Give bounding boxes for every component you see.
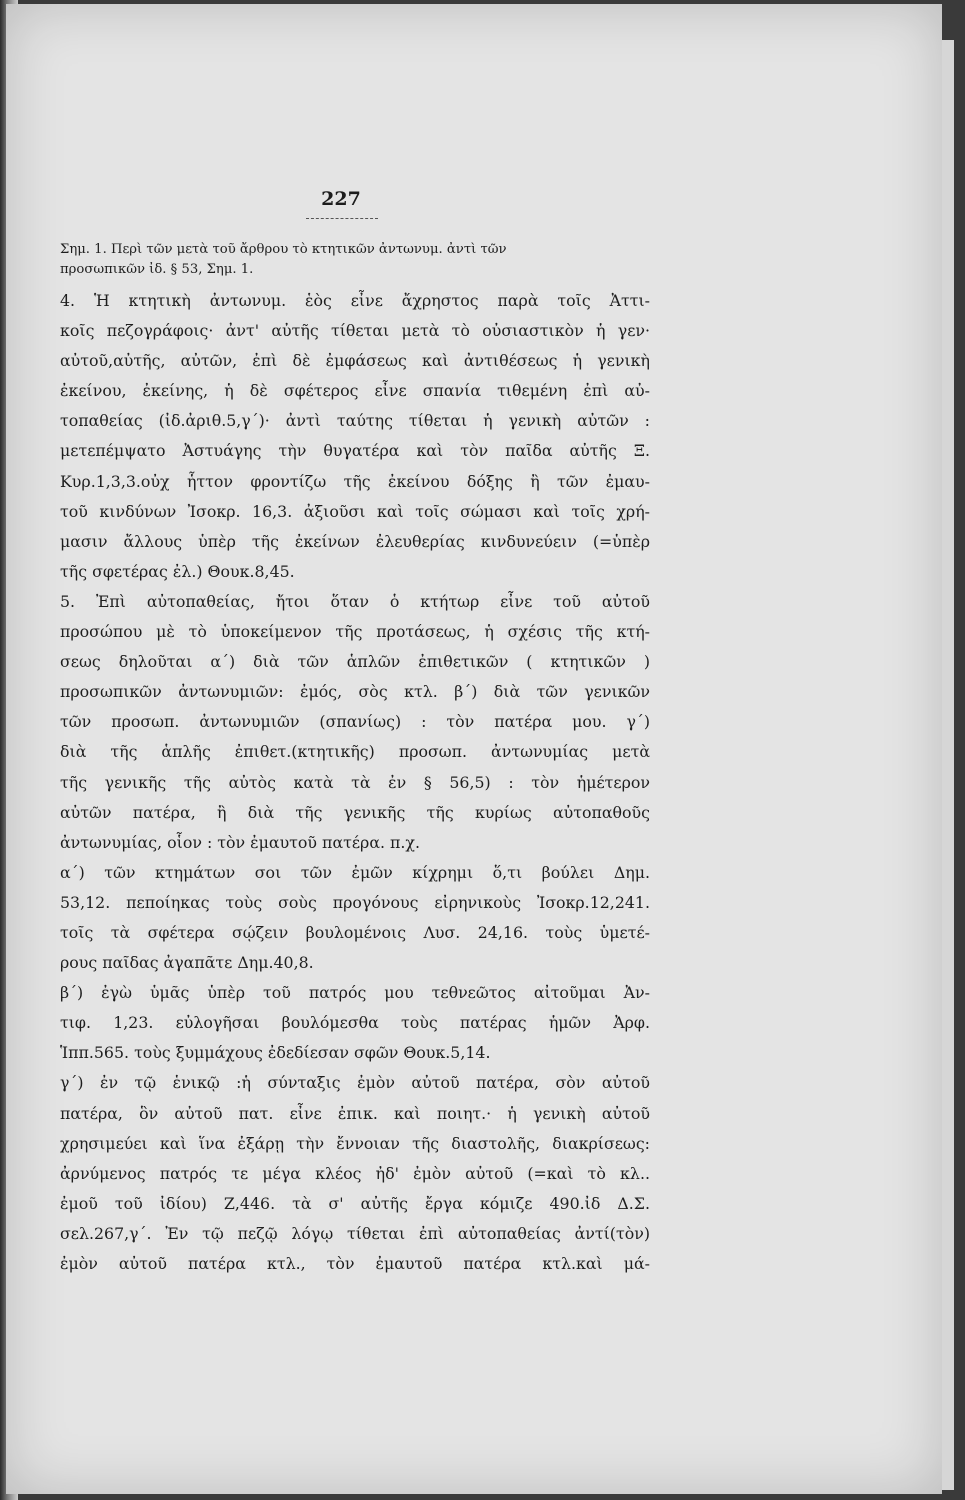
text-line: αὐτῶν πατέρα, ἢ διὰ τῆς γενικῆς τῆς κυρίως αὐτοπαθοῦς — [60, 802, 650, 822]
text-line: ρους παῖδας ἀγαπᾶτε Δημ.40,8. — [60, 953, 314, 973]
text-line: τοπαθείας (ἰδ.ἀριθ.5,γ΄)· ἀντὶ ταύτης τίθεται ἡ γενικὴ αὐτῶν : — [60, 411, 650, 431]
text-line: μασιν ἄλλους ὑπὲρ τῆς ἐκείνων ἐλευθερίας κινδυνεύειν (=ὑπὲρ — [60, 531, 650, 551]
text-line: Κυρ.1,3,3.οὐχ ἧττον φροντίζω τῆς ἐκείνου δόξης ἢ τῶν ἐμαυ- — [60, 471, 650, 491]
text-line: ἐμὸν αὐτοῦ πατέρα κτλ., τὸν ἐμαυτοῦ πατέρα κτλ.καὶ μά- — [60, 1254, 650, 1273]
text-line: ἀρνύμενος πατρός τε μέγα κλέος ἠδ' ἐμὸν αὐτοῦ (=καὶ τὸ κλ.. — [60, 1163, 650, 1183]
text-line: κοῖς πεζογράφοις· ἀντ' αὐτῆς τίθεται μετὰ τὸ οὐσιαστικὸν ἡ γεν· — [60, 321, 650, 341]
text-line: 53,12. πεποίηκας τοὺς σοὺς προγόνους εἰρηνικοὺς Ἰσοκρ.12,241. — [60, 892, 650, 912]
text-block — [60, 240, 650, 1279]
text-line: τῆς σφετέρας ἐλ.) Θουκ.8,45. — [60, 561, 295, 581]
note-line: Σημ. 1. Περὶ τῶν μετὰ τοῦ ἄρθρου τὸ κτητικῶν ἀντωνυμ. ἀντὶ τῶν — [60, 242, 507, 257]
text-line: ἐμοῦ τοῦ ἰδίου) Ζ,446. τὰ σ' αὐτῆς ἔργα κόμιζε 490.ἰδ Δ.Σ. — [60, 1193, 650, 1213]
text-line: 5. Ἐπὶ αὐτοπαθείας, ἤτοι ὅταν ὁ κτήτωρ εἶνε τοῦ αὐτοῦ — [60, 591, 650, 611]
page-number-rule — [306, 218, 378, 219]
text-line: τοῖς τὰ σφέτερα σῴζειν βουλομένοις Λυσ. 24,16. τοὺς ὑμετέ- — [60, 922, 650, 942]
text-line: β΄) ἐγὼ ὑμᾶς ὑπὲρ τοῦ πατρός μου τεθνεῶτος αἰτοῦμαι Ἀν- — [60, 983, 650, 1003]
text-line: σεως δηλοῦται α΄) διὰ τῶν ἁπλῶν ἐπιθετικῶν ( κτητικῶν ) — [60, 652, 650, 672]
text-line: προσωπικῶν ἀντωνυμιῶν: ἐμός, σὸς κτλ. β΄) διὰ τῶν γενικῶν — [60, 682, 650, 702]
text-line: 4. Ἡ κτητικὴ ἀντωνυμ. ἑὸς εἶνε ἄχρηστος παρὰ τοῖς Ἀττι- — [60, 291, 650, 310]
text-line: χρησιμεύει καὶ ἵνα ἐξάρῃ τὴν ἔννοιαν τῆς διαστολῆς, διακρίσεως: — [60, 1133, 650, 1153]
text-line: τοῦ κινδύνων Ἰσοκρ. 16,3. ἀξιοῦσι καὶ τοῖς σώμασι καὶ τοῖς χρή- — [60, 501, 650, 521]
text-line: ἐκείνου, ἐκείνης, ἡ δὲ σφέτερος εἶνε σπανία τιθεμένη ἐπὶ αὐ- — [60, 381, 650, 401]
text-line: προσώπου μὲ τὸ ὑποκείμενον τῆς προτάσεως, ἡ σχέσις τῆς κτή- — [60, 622, 650, 642]
text-line: γ΄) ἐν τῷ ἑνικῷ :ἡ σύνταξις ἐμὸν αὐτοῦ πατέρα, σὸν αὐτοῦ — [60, 1073, 650, 1093]
text-line: τιφ. 1,23. εὐλογῆσαι βουλόμεσθα τοὺς πατέρας ἡμῶν Ἀρφ. — [60, 1013, 650, 1033]
text-line: πατέρα, ὃν αὐτοῦ πατ. εἶνε ἐπικ. καὶ ποιητ.· ἡ γενικὴ αὐτοῦ — [60, 1103, 650, 1123]
text-line: διὰ τῆς ἁπλῆς ἐπιθετ.(κτητικῆς) προσωπ. ἀντωνυμίας μετὰ — [60, 742, 650, 762]
note-line: προσωπικῶν ἰδ. § 53, Σημ. 1. — [60, 262, 254, 277]
text-line: α΄) τῶν κτημάτων σοι τῶν ἐμῶν κίχρημι ὅ,τι βούλει Δημ. — [60, 862, 650, 882]
text-line: τῆς γενικῆς τῆς αὐτὸς κατὰ τὰ ἐν § 56,5) : τὸν ἡμέτερον — [60, 772, 650, 792]
page-number: 227 — [321, 188, 361, 210]
text-line: αὐτοῦ,αὐτῆς, αὐτῶν, ἐπὶ δὲ ἐμφάσεως καὶ ἀντιθέσεως ἡ γενικὴ — [60, 351, 650, 371]
text-line: σελ.267,γ΄. Ἐν τῷ πεζῷ λόγῳ τίθεται ἐπὶ αὐτοπαθείας ἀντί(τὸν) — [60, 1223, 650, 1243]
text-line: μετεπέμψατο Ἀστυάγης τὴν θυγατέρα καὶ τὸν παῖδα αὐτῆς Ξ. — [60, 441, 650, 461]
text-line: τῶν προσωπ. ἀντωνυμιῶν (σπανίως) : τὸν πατέρα μου. γ΄) — [60, 712, 650, 732]
text-line: ἀντωνυμίας, οἷον : τὸν ἐμαυτοῦ πατέρα. π.χ. — [60, 832, 421, 852]
text-line: Ἱππ.565. τοὺς ξυμμάχους ἐδεδίεσαν σφῶν Θουκ.5,14. — [60, 1043, 491, 1063]
